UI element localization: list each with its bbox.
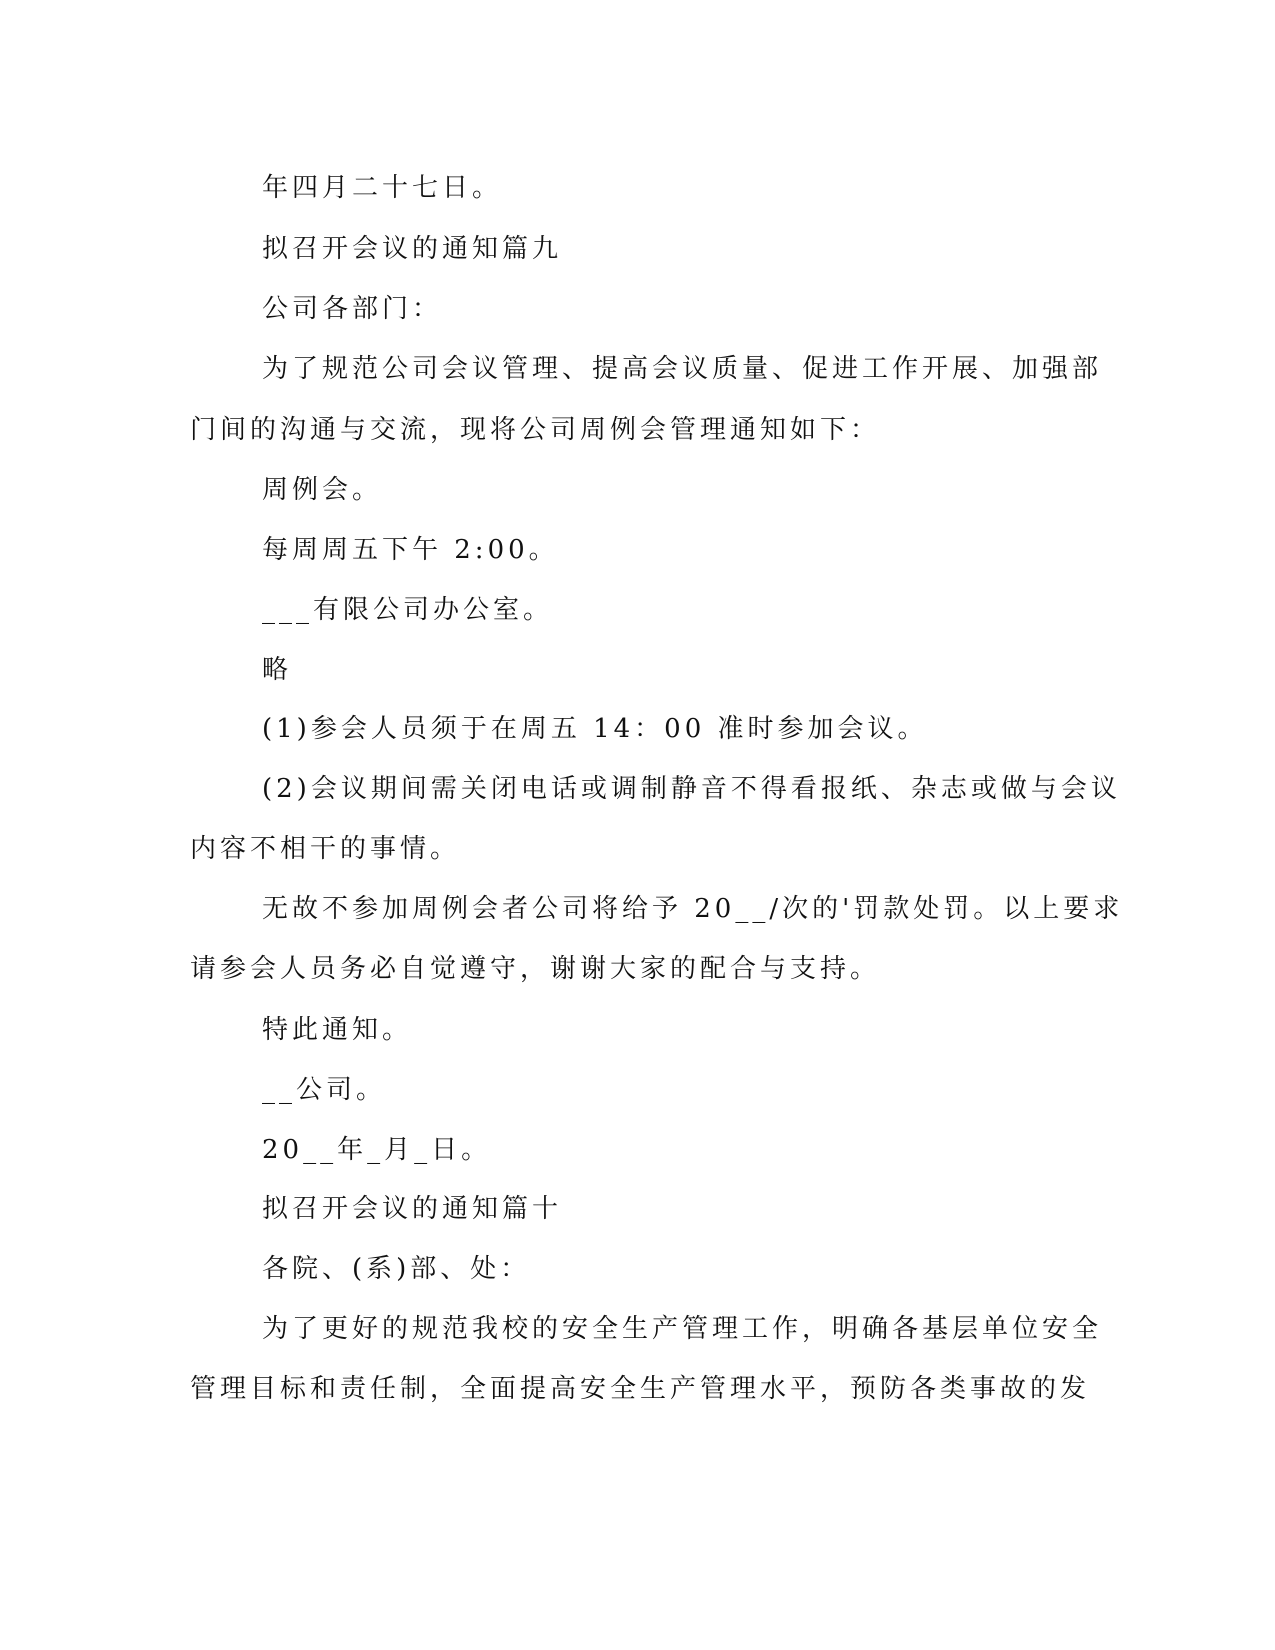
paragraph-line: 为了规范公司会议管理、提高会议质量、促进工作开展、加强部 xyxy=(262,354,1103,384)
requirement-item-1: (1)参会人员须于在周五 14：00 准时参加会议。 xyxy=(262,714,928,744)
closing-notice: 特此通知。 xyxy=(262,1015,413,1045)
requirement-item-2-cont: 内容不相干的事情。 xyxy=(190,834,461,864)
salutation-units: 各院、(系)部、处： xyxy=(262,1254,531,1284)
requirement-item-2: (2)会议期间需关闭电话或调制静音不得看报纸、杂志或做与会议 xyxy=(262,774,1121,804)
paragraph-line: 门间的沟通与交流，现将公司周例会管理通知如下： xyxy=(190,415,881,445)
penalty-paragraph: 无故不参加周例会者公司将给予 20__/次的'罚款处罚。以上要求 xyxy=(262,894,1124,924)
section-heading-ten: 拟召开会议的通知篇十 xyxy=(262,1194,563,1224)
meeting-location: ___有限公司办公室。 xyxy=(262,595,554,625)
meeting-name: 周例会。 xyxy=(262,475,383,505)
paragraph-line: 为了更好的规范我校的安全生产管理工作，明确各基层单位安全 xyxy=(262,1314,1103,1344)
meeting-time: 每周周五下午 2:00。 xyxy=(262,535,559,565)
meeting-agenda: 略 xyxy=(262,655,293,685)
paragraph-line: 管理目标和责任制，全面提高安全生产管理水平，预防各类事故的发 xyxy=(190,1374,1091,1404)
section-heading-nine: 拟召开会议的通知篇九 xyxy=(262,234,563,264)
signature-date: 20__年_月_日。 xyxy=(262,1135,492,1165)
signature-company: __公司。 xyxy=(262,1075,387,1105)
text-line-date-fragment: 年四月二十七日。 xyxy=(262,173,503,203)
salutation-departments: 公司各部门： xyxy=(262,294,443,324)
penalty-paragraph-cont: 请参会人员务必自觉遵守，谢谢大家的配合与支持。 xyxy=(190,954,881,984)
